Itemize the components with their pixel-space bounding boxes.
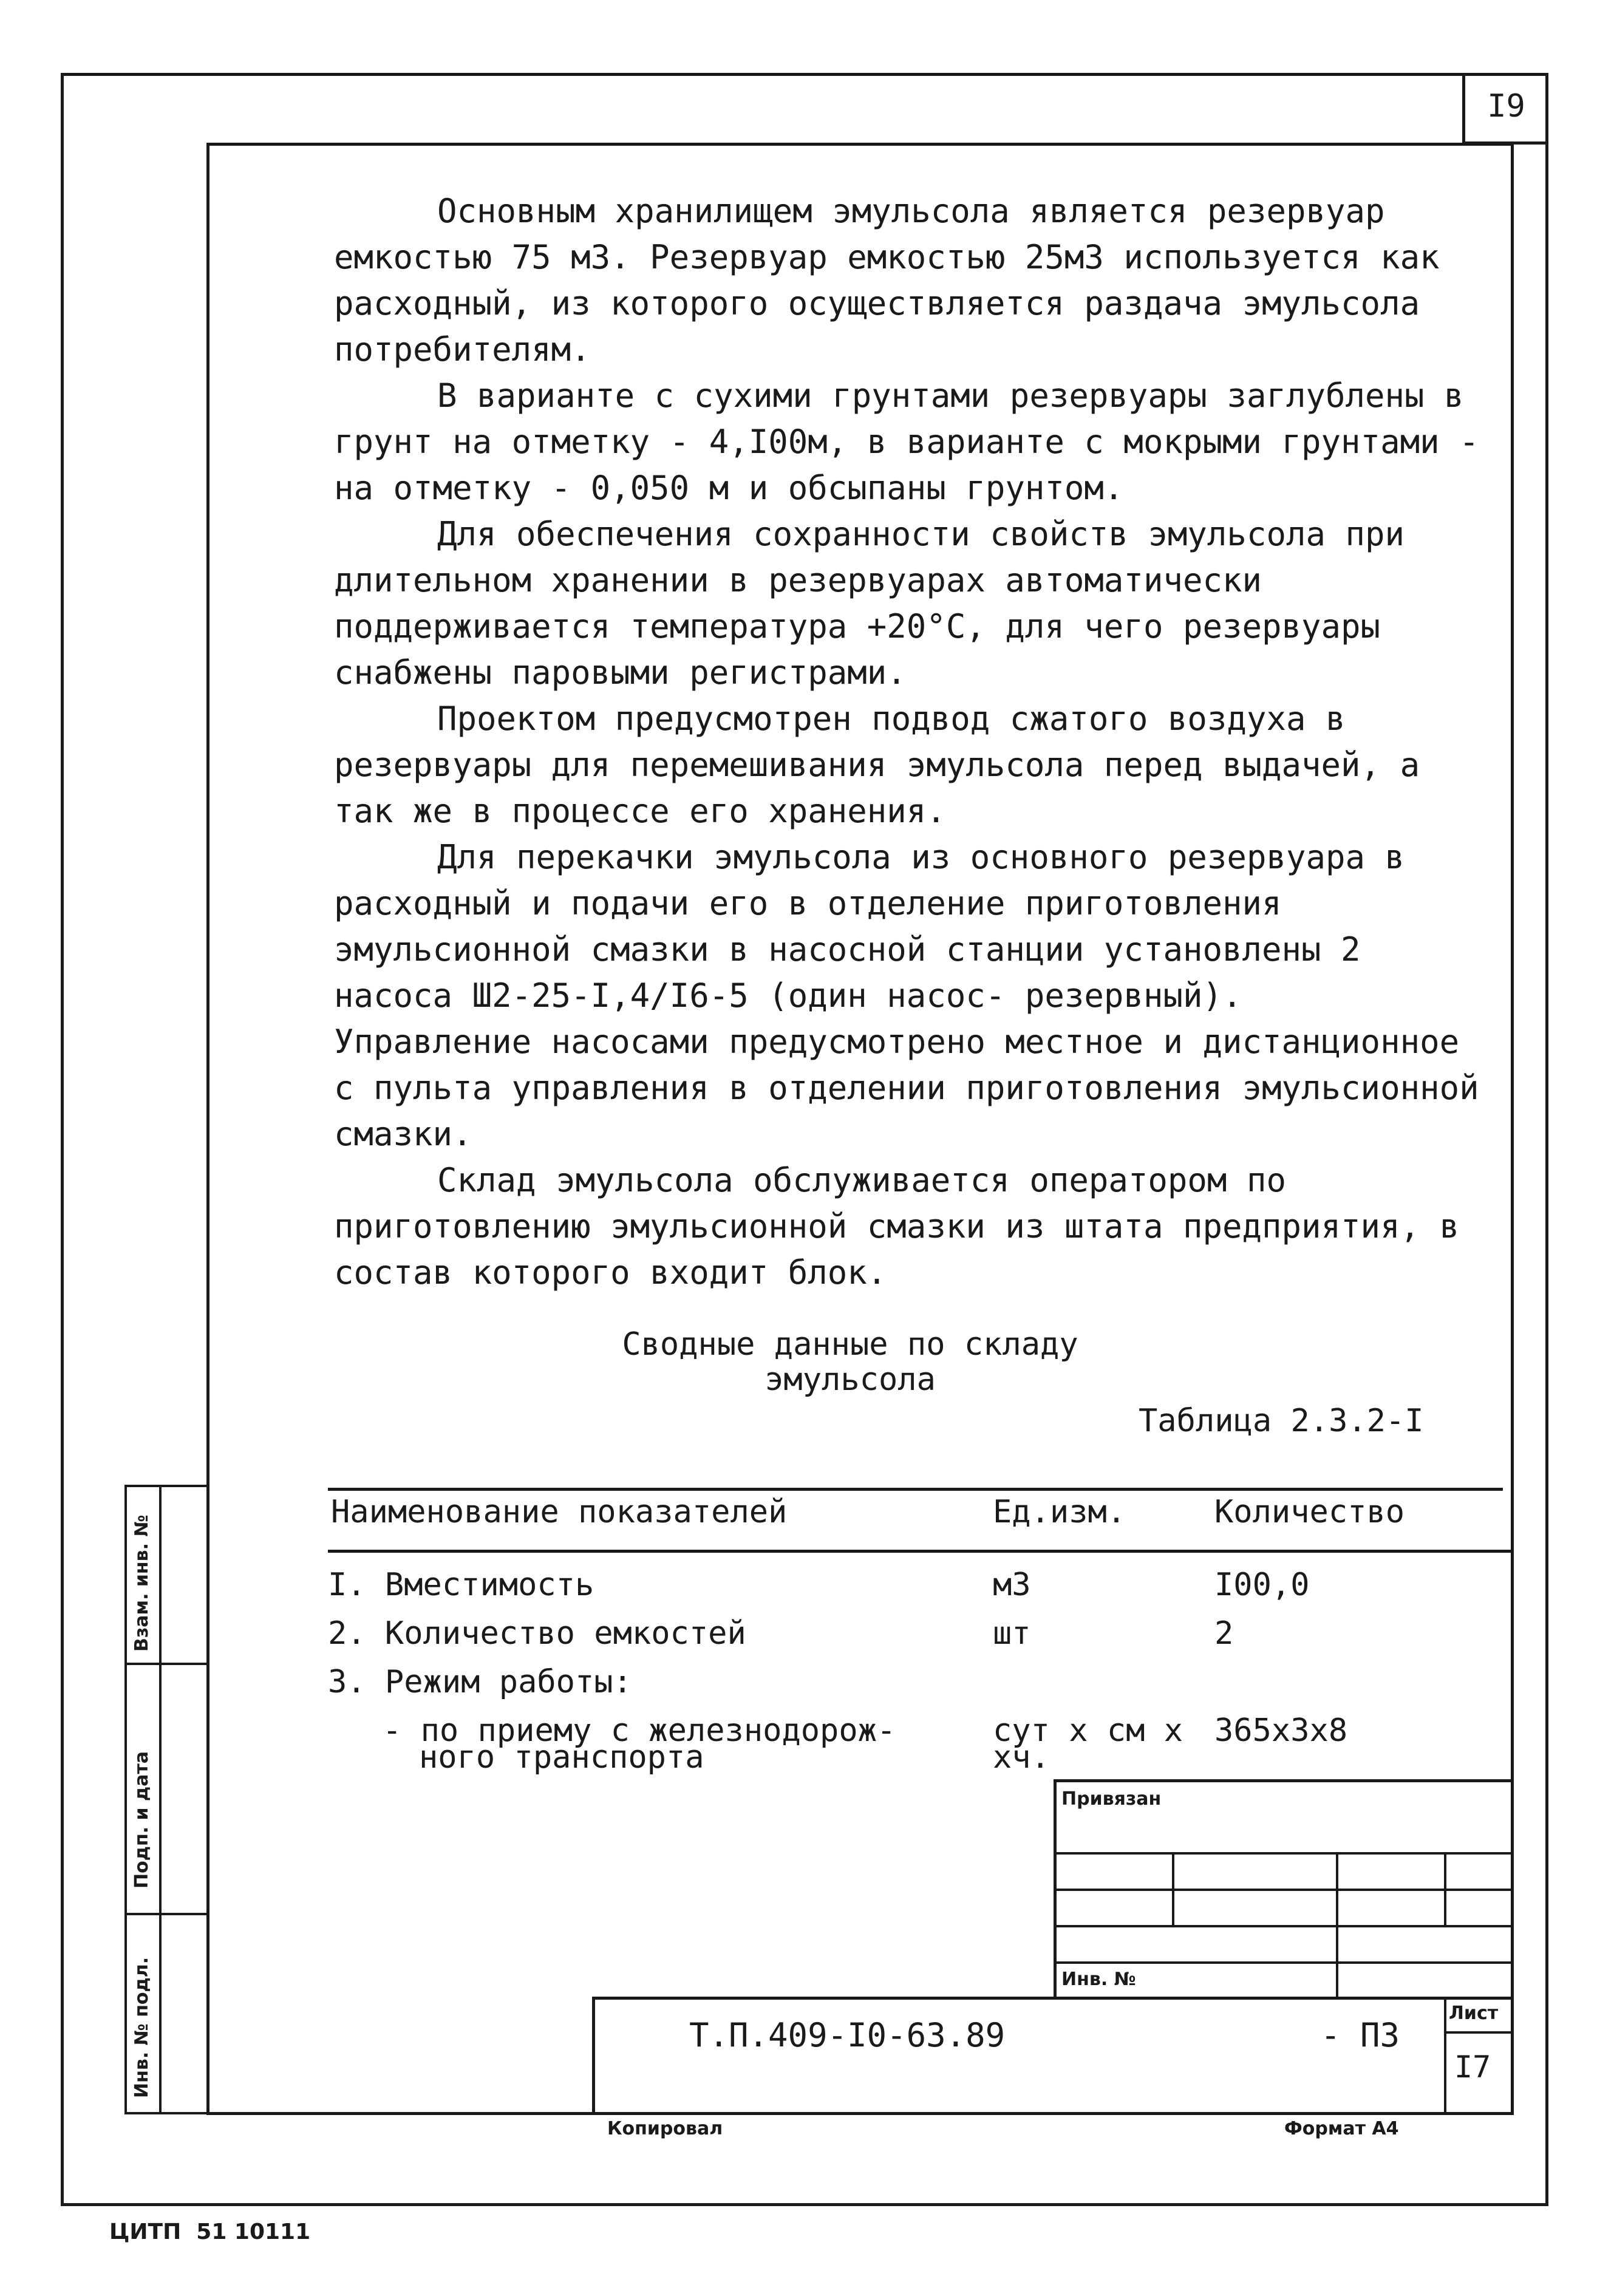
paragraph-5: Для перекачки эмульсола из основного резервуара в расходный и подачи его в отделение приготовления эмульсионной смазки в насосной станции установлены 2 насоса Ш2-25-I,4/I6-5 (один насос- резервный). <box>334 838 1405 1015</box>
row-name: I. Вместимость <box>328 1567 594 1603</box>
sheet-label: Лист <box>1449 2003 1499 2024</box>
doc-code: Т.П.409-I0-63.89 <box>689 2016 1006 2054</box>
outer-frame-right <box>1545 73 1548 2204</box>
subrow-qty: 365х3х8 <box>1214 1712 1348 1749</box>
subrow-unit-line1: сут х см х <box>993 1712 1183 1749</box>
table-subrow <box>328 1712 1482 1785</box>
doc-suffix: - ПЗ <box>1321 2016 1400 2054</box>
page-number: I9 <box>1487 88 1525 124</box>
stamp-grid-h4 <box>1054 1961 1512 1964</box>
table-header-rule <box>328 1550 1512 1553</box>
table-title-line1: Сводные данные по складу <box>622 1326 1078 1363</box>
subrow-unit-line2: хч. <box>993 1739 1050 1776</box>
row-qty: 2 <box>1214 1615 1234 1652</box>
stamp-grid-v2 <box>1336 1852 1338 1998</box>
side-strip-h2 <box>124 1913 209 1915</box>
paragraph-1: Основным хранилищем эмульсола является резервуар емкостью 75 м3. Резервуар емкостью 25м3 используется как расходный, из которого осуществляется раздача эмульсола потребителям. <box>334 192 1440 369</box>
titleblock-sheet-hrule <box>1444 2031 1512 2034</box>
side-label-inv-podl: Инв. № подл. <box>131 1957 152 2098</box>
stamp-grid-top <box>1054 1779 1512 1782</box>
side-label-vzam: Взам. инв. № <box>131 1514 152 1652</box>
table-caption: Таблица 2.3.2-I <box>1139 1403 1424 1439</box>
outer-frame-left <box>61 73 64 2204</box>
subrow-name-line1: - по приему с железнодорож- <box>383 1712 896 1749</box>
stamp-bound-label: Привязан <box>1061 1788 1162 1810</box>
table-header-qty: Количество <box>1214 1494 1405 1530</box>
table-row <box>328 1615 1482 1658</box>
stamp-grid-v3 <box>1444 1852 1446 1925</box>
row-name: 2. Количество емкостей <box>328 1615 746 1652</box>
inner-frame-top <box>206 143 1512 146</box>
footer-format: Формат А4 <box>1284 2118 1399 2139</box>
stamp-grid-h3 <box>1054 1925 1512 1927</box>
side-strip-h1 <box>124 1663 209 1665</box>
footer-org: ЦИТП 51 10111 <box>109 2219 311 2244</box>
inner-frame-right <box>1511 143 1514 2113</box>
outer-frame-bottom <box>61 2203 1548 2206</box>
row-qty: I00,0 <box>1214 1567 1310 1603</box>
stamp-grid-v1 <box>1172 1852 1174 1925</box>
titleblock-top <box>592 1997 1512 2000</box>
table-top-rule <box>328 1488 1503 1491</box>
side-strip-bottom <box>124 2112 209 2114</box>
paragraph-2: В варианте с сухими грунтами резервуары заглублены в грунт на отметку - 4,I00м, в варианте с мокрыми грунтами - на отметку - 0,050 м и обсыпаны грунтом. <box>334 376 1479 507</box>
paragraph-7: Склад эмульсола обслуживается оператором по приготовлению эмульсионной смазки из штата предприятия, в состав которого входит блок. <box>334 1161 1460 1292</box>
sheet-number: I7 <box>1454 2049 1491 2085</box>
paragraph-3: Для обеспечения сохранности свойств эмульсола при длительном хранении в резервуарах автоматически поддерживается температура +20°С, для чего резервуары снабжены паровыми регистрами. <box>334 515 1405 692</box>
row-unit: шт <box>993 1615 1031 1652</box>
subrow-name-line2: ного транспорта <box>419 1739 704 1776</box>
page-number-box <box>1462 73 1547 145</box>
row-unit: м3 <box>993 1567 1031 1603</box>
stamp-grid-h2 <box>1054 1889 1512 1891</box>
table-header-unit: Ед.изм. <box>993 1494 1126 1530</box>
table-row <box>328 1567 1482 1609</box>
paragraph-4: Проектом предусмотрен подвод сжатого воздуха в резервуары для перемешивания эмульсола перед выдачей, а так же в процессе его хранения. <box>334 700 1420 830</box>
outer-frame-top <box>61 73 1548 76</box>
footer-copied: Копировал <box>607 2118 723 2139</box>
titleblock-left <box>592 1997 595 2113</box>
table-header-name: Наименование показателей <box>331 1494 788 1530</box>
inner-frame-bottom <box>206 2112 1514 2115</box>
table-title-line2: эмульсола <box>764 1361 936 1398</box>
row-name: 3. Режим работы: <box>328 1664 632 1700</box>
stamp-inv-label: Инв. № <box>1061 1969 1136 1990</box>
stamp-grid-h1 <box>1054 1852 1512 1855</box>
table-title <box>577 1327 1123 1397</box>
side-strip-top <box>124 1485 209 1487</box>
side-strip-left <box>124 1485 127 2113</box>
side-label-podp: Подп. и дата <box>131 1751 152 1889</box>
titleblock-sheet-divider <box>1444 1997 1446 2113</box>
body-text <box>334 188 1488 1296</box>
paragraph-6: Управление насосами предусмотрено местное и дистанционное с пульта управления в отделении приготовления эмульсионной смазки. <box>334 1023 1479 1153</box>
table-row <box>328 1664 1482 1706</box>
inner-frame-left <box>206 143 209 2113</box>
side-strip-divider-v <box>159 1485 162 2113</box>
